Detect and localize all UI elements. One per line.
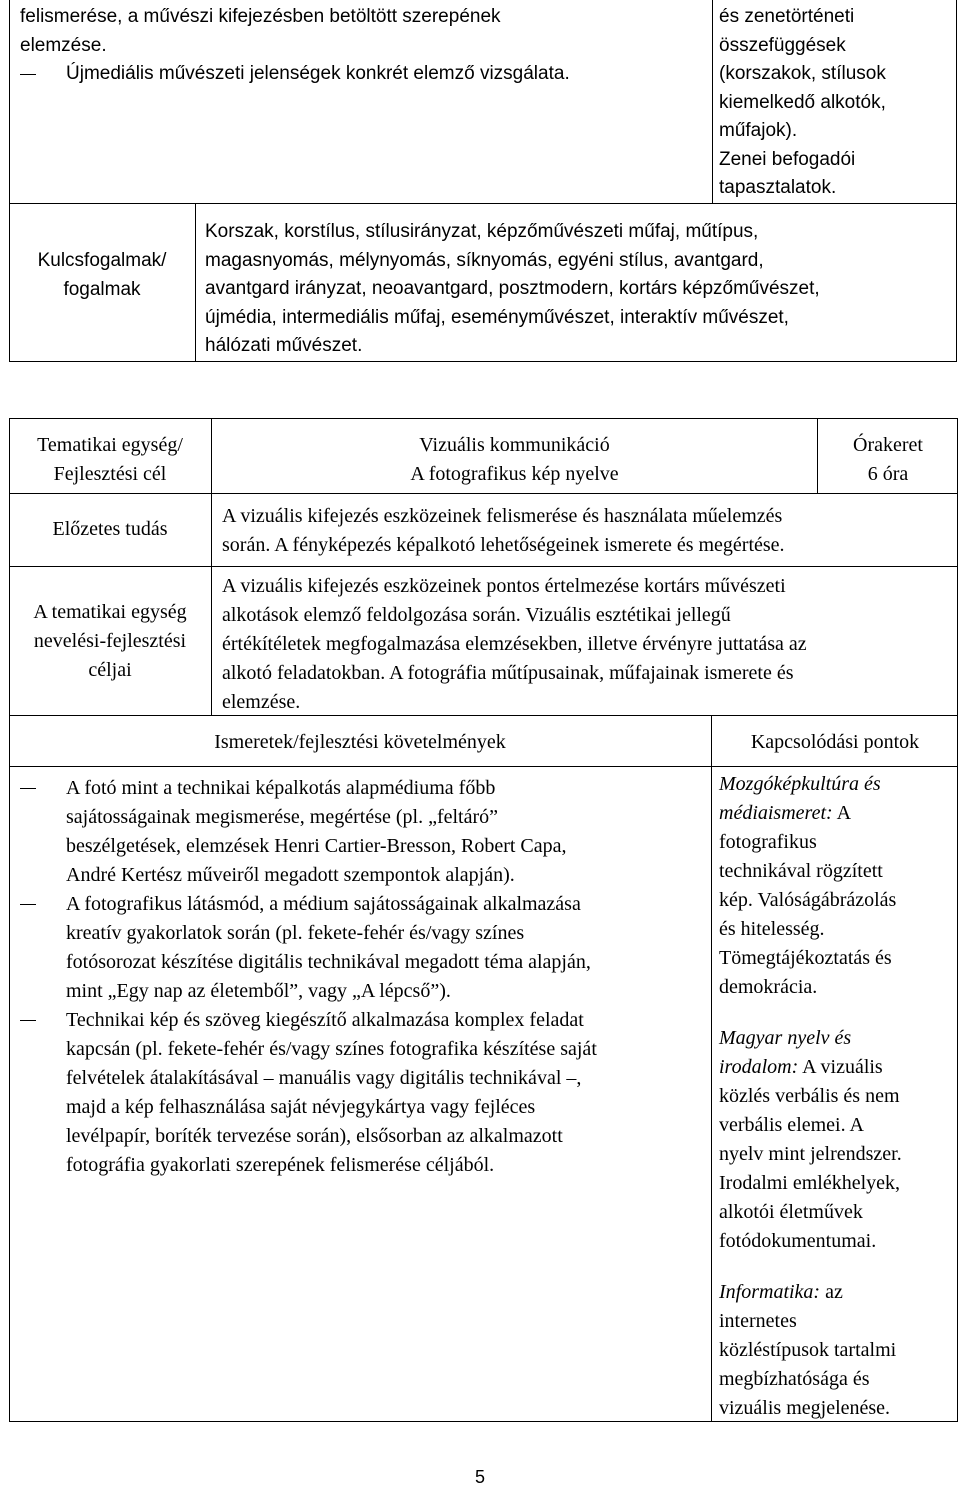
link-line: fotódokumentumai. <box>719 1230 877 1252</box>
link-item-informatics <box>719 1278 955 1423</box>
requirement-item <box>20 890 708 1006</box>
link-subject: Magyar nyelv és <box>719 1027 852 1049</box>
link-line: az <box>825 1281 843 1303</box>
requirement-line: levélpapír, boríték tervezése során), elsősorban az alkalmazott <box>66 1125 563 1147</box>
keyword-label-line: Kulcsfogalmak/ <box>37 250 167 271</box>
keyword-line: magasnyomás, mélynyomás, síknyomás, egyéni stílus, avantgard, <box>205 249 764 271</box>
link-item-literature <box>719 1024 955 1256</box>
requirement-item <box>20 1006 708 1180</box>
link-line: nyelv mint jelrendszer. <box>719 1143 902 1165</box>
unit-label-line: Fejlesztési cél <box>53 463 167 485</box>
unit-row-divider-4 <box>9 766 958 767</box>
link-subject: irodalom: <box>719 1056 799 1078</box>
link-line: kép. Valóságábrázolás <box>719 889 897 911</box>
prior-line: során. A fényképezés képalkotó lehetőségeinek ismerete és megértése. <box>222 534 785 556</box>
hours-label: Órakeret <box>853 434 923 456</box>
hours-cell <box>818 431 958 489</box>
link-subject: médiaismeret: <box>719 802 833 824</box>
content-bullet <box>20 60 710 89</box>
link-line: közléstípusok tartalmi <box>719 1339 897 1361</box>
content-line: felismerése, a művészi kifejezésben betöltött szerepének <box>20 6 501 27</box>
connections-line: összefüggések <box>719 34 846 56</box>
unit-title-line: A fotografikus kép nyelve <box>410 463 619 485</box>
link-line: A <box>836 802 852 824</box>
link-line: A vizuális <box>802 1056 883 1078</box>
top-table-divider-left <box>195 203 196 362</box>
dash-icon <box>20 904 36 905</box>
goals-label-line: A tematikai egység <box>33 601 187 623</box>
link-line: verbális elemei. A <box>719 1114 864 1136</box>
keyword-line: újmédia, intermediális műfaj, eseményművészet, interaktív művészet, <box>205 306 789 328</box>
link-line: Irodalmi emlékhelyek, <box>719 1172 901 1194</box>
requirement-line: majd a kép felhasználása saját névjegykártya vagy fejléces <box>66 1096 536 1118</box>
keyword-list <box>205 218 953 361</box>
link-line: alkotói életművek <box>719 1201 863 1223</box>
connections-line: és zenetörténeti <box>719 6 855 27</box>
keyword-line: avantgard irányzat, neoavantgard, posztmodern, kortárs képzőművészet, <box>205 278 820 299</box>
page-number: 5 <box>474 1467 485 1487</box>
connections-line: tapasztalatok. <box>719 177 837 198</box>
requirement-line: A fotó mint a technikai képalkotás alapmédiuma főbb <box>66 777 496 799</box>
link-subject: Informatika: <box>719 1281 821 1303</box>
requirement-line: André Kertész műveiről megadott szempontok alapján). <box>66 864 515 886</box>
requirement-item <box>20 774 708 890</box>
connections-line: kiemelkedő alkotók, <box>719 91 886 113</box>
goals-line: alkotások elemző feldolgozása során. Vizuális esztétikai jellegű <box>222 604 731 626</box>
link-line: és hitelesség. <box>719 918 825 940</box>
unit-links-divider <box>711 715 712 1422</box>
link-line: internetes <box>719 1310 797 1332</box>
goals-label-line: céljai <box>88 659 132 681</box>
unit-title-line: Vizuális kommunikáció <box>419 434 610 456</box>
link-line: fotografikus <box>719 831 817 853</box>
connections-line: Zenei befogadói <box>719 148 856 170</box>
prior-knowledge-text <box>222 502 954 560</box>
links-list <box>719 770 955 1423</box>
top-table-divider-right <box>712 0 713 203</box>
content-cell <box>20 3 710 89</box>
unit-title <box>212 431 817 489</box>
connections-line: műfajok). <box>719 120 798 141</box>
requirements-header <box>9 728 711 757</box>
goals-label-line: nevelési-fejlesztési <box>33 630 187 652</box>
keyword-line: Korszak, korstílus, stílusirányzat, képzőművészeti műfaj, műtípus, <box>205 221 759 242</box>
requirement-line: A fotografikus látásmód, a médium sajátosságainak alkalmazása <box>66 893 581 915</box>
link-line: megbízhatósága és <box>719 1368 870 1390</box>
goals-label <box>9 598 211 685</box>
goals-line: értékítéletek megfogalmazása elemzésekben, illetve érvényre juttatása az <box>222 633 807 655</box>
requirement-line: sajátosságainak megismerése, megértése (pl. „feltáró” <box>66 806 499 828</box>
link-line: demokrácia. <box>719 976 818 998</box>
requirement-line: mint „Egy nap az életemből”, vagy „A lépcső”). <box>66 980 451 1002</box>
requirement-line: kapcsán (pl. fekete-fehér és/vagy színes fotografika készítése saját <box>66 1038 597 1060</box>
content-bullet-text: Újmediális művészeti jelenségek konkrét elemző vizsgálata. <box>66 63 570 84</box>
links-header <box>712 728 958 757</box>
goals-text <box>222 572 954 717</box>
link-line: technikával rögzített <box>719 860 883 882</box>
dash-icon <box>20 788 36 789</box>
unit-row-divider-2 <box>9 566 958 567</box>
requirements-header-text: Ismeretek/fejlesztési követelmények <box>214 731 506 753</box>
link-item-media <box>719 770 955 1002</box>
content-line: elemzése. <box>20 34 107 56</box>
unit-label-line: Tematikai egység/ <box>37 434 183 456</box>
prior-knowledge-label-text: Előzetes tudás <box>52 518 168 540</box>
link-subject: Mozgóképkultúra és <box>719 773 881 795</box>
prior-knowledge-label <box>9 515 211 544</box>
requirements-list <box>20 774 708 1180</box>
requirement-line: fotográfia gyakorlati szerepének felismerése céljából. <box>66 1154 495 1176</box>
connections-cell <box>719 3 955 203</box>
keyword-label-line: fogalmak <box>63 278 141 300</box>
goals-line: alkotó feladatokban. A fotográfia műtípusainak, műfajainak ismerete és <box>222 662 794 684</box>
requirement-line: felvételek átalakításával – manuális vagy digitális technikával –, <box>66 1067 582 1089</box>
keyword-label <box>9 247 195 304</box>
links-header-text: Kapcsolódási pontok <box>750 731 920 753</box>
hours-value: 6 óra <box>867 463 909 485</box>
prior-line: A vizuális kifejezés eszközeinek felismerése és használata műelemzés <box>222 505 783 527</box>
link-line: közlés verbális és nem <box>719 1085 900 1107</box>
dash-icon <box>20 74 36 75</box>
keyword-line: hálózati művészet. <box>205 335 363 356</box>
unit-row-divider-1 <box>9 493 958 494</box>
connections-line: (korszakok, stílusok <box>719 63 886 84</box>
goals-line: A vizuális kifejezés eszközeinek pontos értelmezése kortárs művészeti <box>222 575 786 597</box>
link-line: Tömegtájékoztatás és <box>719 947 892 969</box>
link-line: vizuális megjelenése. <box>719 1397 891 1419</box>
unit-label <box>9 431 211 489</box>
goals-line: elemzése. <box>222 691 301 713</box>
top-table-row-divider <box>9 203 957 204</box>
requirement-line: fotósorozat készítése digitális technikával megadott téma alapján, <box>66 951 591 973</box>
requirement-line: kreatív gyakorlatok során (pl. fekete-fehér és/vagy színes <box>66 922 525 944</box>
requirement-line: beszélgetések, elemzések Henri Cartier-Bresson, Robert Capa, <box>66 835 567 857</box>
requirement-line: Technikai kép és szöveg kiegészítő alkalmazása komplex feladat <box>66 1009 584 1031</box>
dash-icon <box>20 1020 36 1021</box>
